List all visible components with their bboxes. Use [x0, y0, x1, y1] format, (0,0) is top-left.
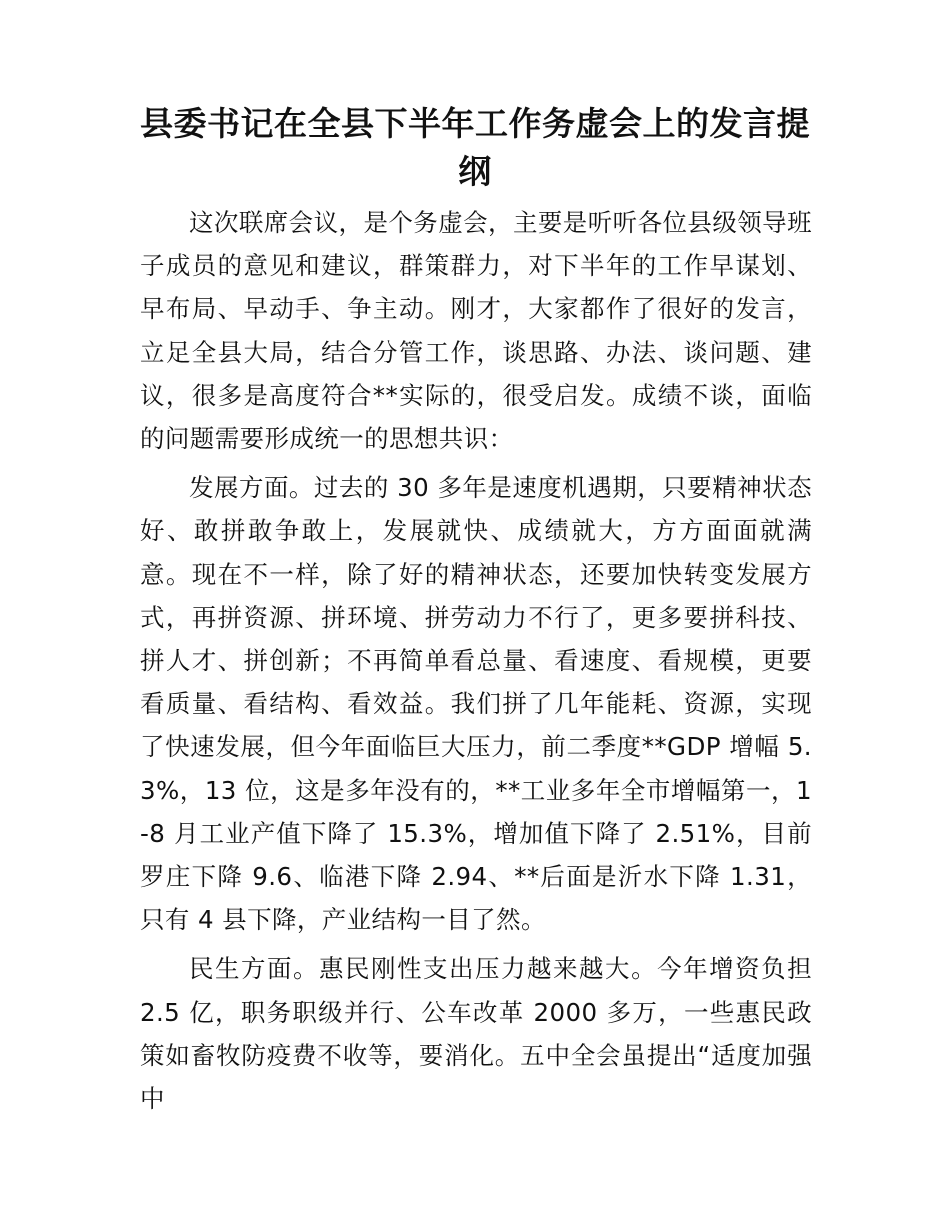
paragraph-intro: 这次联席会议，是个务虚会，主要是听听各位县级领导班子成员的意见和建议，群策群力，对下半年的工作早谋划、早布局、早动手、争主动。刚才，大家都作了很好的发言，立足全县大局，结合分管工作，谈思路、办法、谈问题、建议，很多是高度符合**实际的，很受启发。成绩不谈，面临的问题需要形成统一的思想共识： [140, 208, 812, 454]
document-body [140, 201, 812, 1126]
document-title: 县委书记在全县下半年工作务虚会上的发言提纲 [140, 104, 810, 191]
paragraph-development: 发展方面。过去的 30 多年是速度机遇期，只要精神状态好、敢拼敢争敢上，发展就快、成绩就大，方方面面就满意。现在不一样，除了好的精神状态，还要加快转变发展方式，再拼资源、拼环境、拼劳动力不行了，更多要拼科技、拼人才、拼创新；不再简单看总量、看速度、看规模，更要看质量、看结构、看效益。我们拼了几年能耗、资源，实现了快速发展，但今年面临巨大压力，前二季度**GDP 增幅 5.3%，13 位，这是多年没有的，**工业多年全市增幅第一，1-8 月工业产值下降了 15.3%，增加值下降了 2.51%，目前罗庄下降 9.6、临港下降 2.94、**后面是沂水下降 1.31，只有 4 县下降，产业结构一目了然。 [140, 473, 812, 935]
paragraph-livelihood: 民生方面。惠民刚性支出压力越来越大。今年增资负担 2.5 亿，职务职级并行、公车改革 2000 多万，一些惠民政策如畜牧防疫费不收等，要消化。五中全会虽提出“适度加强中 [140, 954, 812, 1114]
